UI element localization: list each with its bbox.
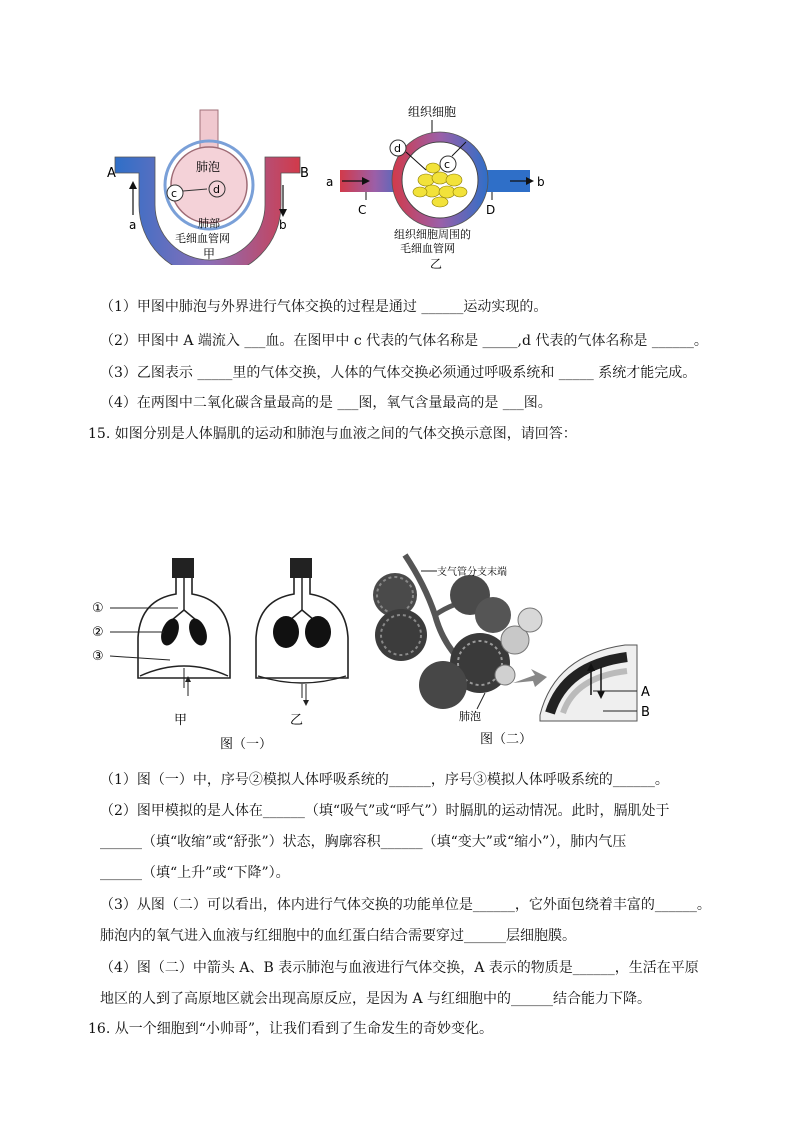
label-jia: 甲 <box>174 713 188 728</box>
caption-jia-1: 肺部 <box>198 217 220 230</box>
figure-two-alveoli <box>365 545 675 755</box>
label-B: B <box>641 705 650 720</box>
bell-jar-yi <box>256 558 348 706</box>
marker-3: ③ <box>92 649 104 664</box>
label-d: d <box>394 142 401 155</box>
label-b: b <box>279 218 287 232</box>
label-c: c <box>444 158 451 171</box>
enlarged-alveolus-view <box>540 645 637 721</box>
q15-item-2-line1: （2）图甲模拟的是人体在______（填“吸气”或“呼气”）时膈肌的运动情况。此时，膈肌处于 <box>100 803 670 819</box>
q14-item-1: （1）甲图中肺泡与外界进行气体交换的过程是通过 ______运动实现的。 <box>100 299 548 315</box>
marker-2: ② <box>92 625 104 640</box>
caption-jia-2: 毛细血管网 <box>175 232 230 245</box>
label-A: A <box>107 166 116 181</box>
figure-jia-lung-capillary <box>95 105 315 265</box>
label-d: d <box>213 183 220 196</box>
caption-figure-one: 图（一） <box>220 737 273 752</box>
q14-item-4: （4）在两图中二氧化碳含量最高的是 ___图，氧气含量最高的是 ___图。 <box>100 395 552 411</box>
q15-item-4-line2: 地区的人到了高原地区就会出现高原反应，是因为 A 与红细胞中的______结合能力下降。 <box>100 991 652 1007</box>
q15-title: 15. 如图分别是人体膈肌的运动和肺泡与血液之间的气体交换示意图，请回答： <box>88 426 577 442</box>
label-alveolus: 肺泡 <box>196 160 221 174</box>
q15-item-4-line1: （4）图（二）中箭头 A、B 表示肺泡与血液进行气体交换，A 表示的物质是______，生活在平原 <box>100 960 699 976</box>
label-alveolus: 肺泡 <box>459 710 481 723</box>
label-yi: 乙 <box>290 713 304 728</box>
marker-1: ① <box>92 601 104 616</box>
q15-item-2-line3: ______（填“上升”或“下降”）。 <box>100 865 290 881</box>
label-bronchiole: 支气管分支末端 <box>437 567 507 578</box>
q15-item-3-line1: （3）从图（二）可以看出，体内进行气体交换的功能单位是______，它外面包绕着丰富的______。 <box>100 897 711 913</box>
label-C: C <box>358 203 367 217</box>
q16-title: 16. 从一个细胞到“小帅哥”，让我们看到了生命发生的奇妙变化。 <box>88 1021 494 1037</box>
caption-jia-3: 甲 <box>203 247 216 261</box>
bell-jar-jia <box>138 558 230 696</box>
q14-item-2: （2）甲图中 A 端流入 ___血。在图甲中 c 代表的气体名称是 _____,d 代表的气体名称是 ______。 <box>100 333 708 349</box>
caption-figure-two: 图（二） <box>480 732 533 747</box>
label-tissue-cell: 组织细胞 <box>408 105 457 119</box>
caption-yi-2: 毛细血管网 <box>400 242 455 255</box>
figure-yi-tissue-capillary <box>320 100 560 270</box>
alveolar-clusters <box>373 573 542 709</box>
q14-item-3: （3）乙图表示 _____里的气体交换，人体的气体交换必须通过呼吸系统和 _____ 系统才能完成。 <box>100 365 697 381</box>
label-c: c <box>171 187 178 200</box>
label-A: A <box>641 685 650 700</box>
label-a: a <box>326 175 334 189</box>
figure-one-bell-jars <box>90 548 370 756</box>
label-b: b <box>537 175 545 189</box>
q15-item-3-line2: 肺泡内的氧气进入血液与红细胞中的血红蛋白结合需要穿过______层细胞膜。 <box>100 928 576 944</box>
q15-item-1: （1）图（一）中，序号②模拟人体呼吸系统的______，序号③模拟人体呼吸系统的______。 <box>100 772 669 788</box>
label-B: B <box>300 166 309 181</box>
caption-yi-3: 乙 <box>430 257 443 270</box>
label-D: D <box>486 203 496 217</box>
q15-item-2-line2: ______（填“收缩”或“舒张”）状态，胸廓容积______（填“变大”或“缩小”），肺内气压 <box>100 834 627 850</box>
caption-yi-1: 组织细胞周围的 <box>394 228 471 241</box>
label-a: a <box>129 218 137 232</box>
